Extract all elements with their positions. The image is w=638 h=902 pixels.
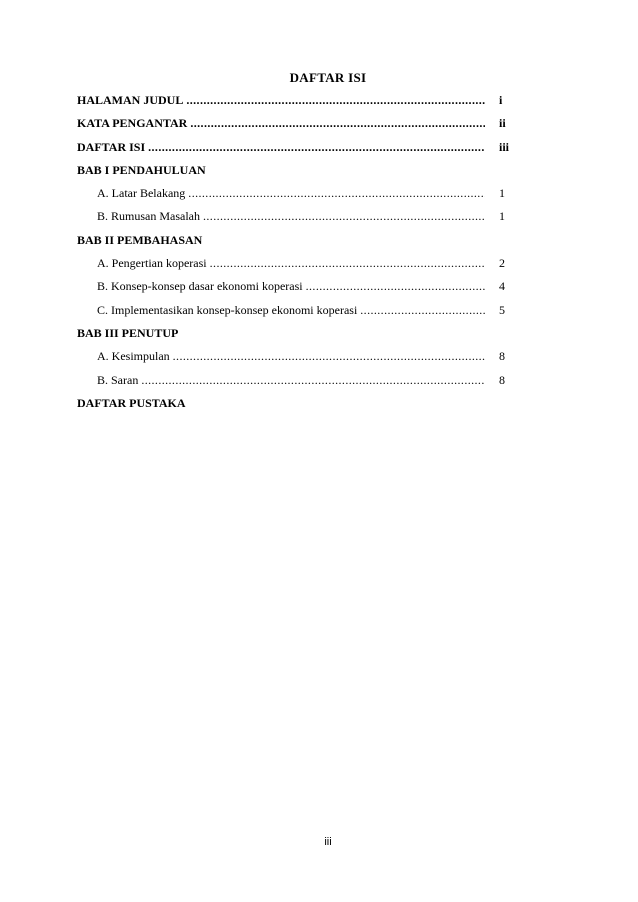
dot-leader bbox=[210, 256, 485, 271]
toc-entry-label: B. Saran bbox=[97, 372, 139, 387]
toc-entry-label: DAFTAR PUSTAKA bbox=[77, 395, 186, 410]
toc-entry-label: A. Pengertian koperasi bbox=[97, 256, 207, 271]
dot-leader bbox=[360, 303, 485, 318]
toc-entry-latar-belakang bbox=[77, 186, 517, 209]
toc-entry-label: B. Konsep-konsep dasar ekonomi koperasi bbox=[97, 279, 303, 294]
toc-entry-implementasikan bbox=[77, 303, 517, 326]
toc-entry-label: BAB I PENDAHULUAN bbox=[77, 162, 206, 177]
toc-entry-page: 8 bbox=[499, 372, 505, 387]
toc-entry-bab-ii bbox=[77, 233, 517, 256]
dot-leader bbox=[190, 116, 485, 131]
dot-leader bbox=[186, 93, 485, 108]
toc-entry-label: KATA PENGANTAR bbox=[77, 116, 188, 131]
dot-leader bbox=[188, 186, 485, 201]
toc-entry-bab-iii bbox=[77, 326, 517, 349]
toc-entry-page: 2 bbox=[499, 256, 505, 271]
toc-entry-page: 8 bbox=[499, 349, 505, 364]
toc-entry-page: 1 bbox=[499, 209, 505, 224]
toc-entry-label: BAB II PEMBAHASAN bbox=[77, 232, 203, 247]
toc-entry-label: A. Latar Belakang bbox=[97, 186, 186, 201]
table-of-contents bbox=[77, 93, 517, 419]
toc-entry-kata-pengantar bbox=[77, 116, 517, 139]
toc-entry-pengertian-koperasi bbox=[77, 256, 517, 279]
toc-entry-label: DAFTAR ISI bbox=[77, 139, 146, 154]
page-number: iii bbox=[324, 836, 332, 848]
toc-entry-label: BAB III PENUTUP bbox=[77, 325, 179, 340]
dot-leader bbox=[141, 373, 485, 388]
toc-entry-page: i bbox=[499, 93, 503, 107]
toc-entry-page: ii bbox=[499, 116, 506, 131]
toc-entry-label: B. Rumusan Masalah bbox=[97, 209, 200, 224]
dot-leader bbox=[148, 140, 485, 155]
toc-entry-page: 4 bbox=[499, 279, 505, 294]
toc-entry-saran bbox=[77, 373, 517, 396]
toc-entry-daftar-pustaka bbox=[77, 396, 517, 419]
toc-entry-label: HALAMAN JUDUL bbox=[77, 93, 184, 107]
dot-leader bbox=[173, 349, 485, 364]
toc-entry-halaman-judul bbox=[77, 93, 517, 116]
toc-entry-bab-i bbox=[77, 163, 517, 186]
dot-leader bbox=[203, 209, 485, 224]
toc-entry-label: A. Kesimpulan bbox=[97, 349, 170, 364]
toc-entry-rumusan-masalah bbox=[77, 209, 517, 232]
toc-entry-page: iii bbox=[499, 139, 510, 154]
page-title: DAFTAR ISI bbox=[289, 70, 367, 85]
toc-entry-kesimpulan bbox=[77, 349, 517, 372]
toc-entry-page: 1 bbox=[499, 186, 505, 201]
toc-entry-daftar-isi bbox=[77, 140, 517, 163]
toc-entry-label: C. Implementasikan konsep-konsep ekonomi koperasi bbox=[97, 302, 358, 317]
toc-entry-page: 5 bbox=[499, 302, 505, 317]
toc-entry-konsep-dasar bbox=[77, 279, 517, 302]
dot-leader bbox=[306, 279, 485, 294]
